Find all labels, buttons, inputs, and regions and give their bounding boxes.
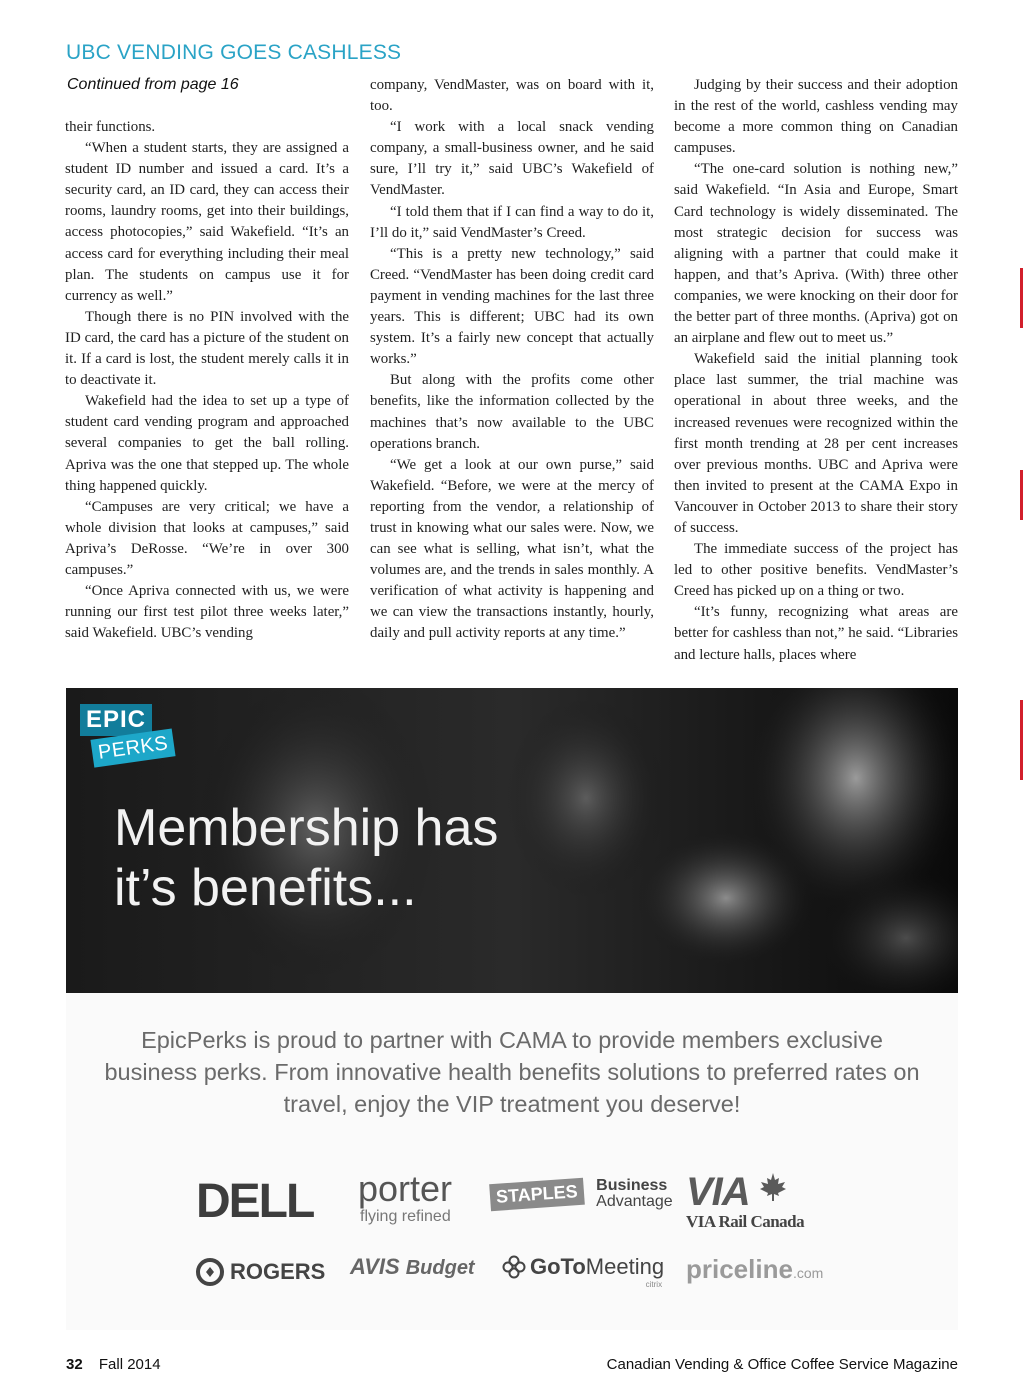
gotomeeting-flower-icon <box>502 1255 526 1279</box>
page-title: UBC VENDING GOES CASHLESS <box>66 41 402 64</box>
headline-line: Membership has <box>114 799 499 857</box>
paragraph: “This is a pretty new technology,” said Creed. “VendMaster has been doing credit card payment in vending machines for the last three years. This is different; UBC had its own system. It’s a fairly new concept that actually works.” <box>370 245 654 368</box>
article-column-1 <box>65 117 349 644</box>
paragraph: “Once Apriva connected with us, we were running our first test pilot three weeks later,” said Wakefield. UBC’s vending <box>65 583 349 642</box>
ad-photo <box>66 688 958 993</box>
ad-body-copy: EpicPerks is proud to partner with CAMA to provide members exclusive business perks. From innovative health benefits solutions to preferred rates on travel, enjoy the VIP treatment you deserve! <box>104 1027 920 1117</box>
article-column-2 <box>370 75 654 645</box>
avis-name: AVIS <box>350 1254 400 1279</box>
dell-logo: DELL <box>196 1175 314 1228</box>
staples-business: Business <box>596 1177 668 1194</box>
rogers-swirl-icon <box>196 1258 224 1286</box>
paragraph: “We get a look at our own purse,” said Wakefield. “Before, we were at the mercy of reporting from the vendor, a relationship of trust in knowing what our sales were. Now, we can see what is selling, what isn’t, what the volumes are, and the trends in sales monthly. A verification of what activity is happening and we can view the transactions instantly, hourly, daily and pull activity reports at any time.” <box>370 456 654 642</box>
paragraph: company, VendMaster, was on board with it, too. <box>370 77 654 115</box>
porter-tagline: flying refined <box>360 1208 451 1225</box>
footer-left <box>66 1356 161 1373</box>
paragraph: But along with the profits come other benefits, like the information collected by the machines that’s now available to the UBC operations branch. <box>370 372 654 452</box>
paragraph: “The one-card solution is nothing new,” said Wakefield. “In Asia and Europe, Smart Card technology is widely disseminated. The most strategic decision for success was aligning with a partner that could make it happen, and that’s Apriva. (With) three other companies, we were knocking on their door for the better part of three months. (Apriva) got on an airplane and flew out to meet us.” <box>674 161 958 347</box>
paragraph: Wakefield had the idea to set up a type of student card vending program and approached several companies to get the ball rolling. Apriva was the one that stepped up. The whole thing happened quickly. <box>65 393 349 494</box>
paragraph: The immediate success of the project has led to other positive benefits. VendMaster’s Creed has picked up on a thing or two. <box>674 541 958 600</box>
via-rail-logo <box>686 1172 804 1232</box>
priceline-name: priceline <box>686 1254 793 1284</box>
ad-headline <box>114 798 498 918</box>
meeting-text: Meeting <box>585 1254 665 1279</box>
paragraph: “I work with a local snack vending company, a small-business owner, and he said sure, I’ll try it,” said UBC’s Wakefield of VendMaster. <box>370 119 654 199</box>
paragraph: Wakefield said the initial planning took place last summer, the trial machine was operational in about three weeks, and the increased revenues were recognized within the first month trending at 28 per cent increases over previous months. UBC and Apriva were then invited to present at the CAMA Expo in Vancouver in October 2013 to share their story of success. <box>674 351 958 536</box>
article-column-3 <box>674 75 958 666</box>
logo-epic: EPIC <box>80 704 152 736</box>
via-mark-text: VIA <box>686 1170 749 1214</box>
priceline-logo <box>686 1254 823 1285</box>
citrix-text: citrix <box>645 1280 663 1289</box>
paragraph: “Campuses are very critical; we have a whole division that looks at campuses,” said Apriva’s DeRosse. “We’re in over 300 campuses.” <box>65 498 349 578</box>
staples-name: STAPLES <box>489 1177 584 1210</box>
maple-leaf-icon <box>758 1172 788 1202</box>
via-text: VIA Rail Canada <box>686 1212 805 1231</box>
gotomeeting-logo <box>502 1254 665 1289</box>
continued-note: Continued from page 16 <box>67 76 239 93</box>
porter-logo <box>358 1170 452 1226</box>
budget-name: Budget <box>405 1257 475 1279</box>
goto-text: GoTo <box>530 1254 586 1279</box>
paragraph: Judging by their success and their adoption in the rest of the world, cashless vending may become a more common thing on Canadian campuses. <box>674 77 958 157</box>
paragraph: “It’s funny, recognizing what areas are better for cashless than not,” he said. “Libraries and lecture halls, places where <box>674 604 958 663</box>
staples-business-advantage <box>596 1178 673 1210</box>
paragraph: “I told them that if I can find a way to do it, I’ll do it,” said VendMaster’s Creed. <box>370 203 654 241</box>
logo-perks: PERKS <box>90 728 175 767</box>
priceline-com: .com <box>792 1265 824 1281</box>
via-mark <box>686 1172 804 1212</box>
staples-logo <box>490 1178 673 1210</box>
paragraph: Though there is no PIN involved with the ID card, the card has a picture of the student on it. If a card is lost, the student merely calls it in to deactivate it. <box>65 308 349 389</box>
epicperks-advertisement <box>66 688 958 1330</box>
rogers-name: ROGERS <box>230 1259 326 1284</box>
paragraph: “When a student starts, they are assigned a student ID number and issued a card. It’s a security card, an ID card, they can access their rooms, laundry rooms, get into their buildings, access photocopies,” said Wakefield. “It’s an access card for everything including their meal plan. The students on campus use it for currency as well.” <box>65 140 349 304</box>
avis-budget-logo <box>350 1254 475 1280</box>
rogers-logo <box>196 1258 325 1286</box>
headline-line: it’s benefits... <box>114 859 417 917</box>
staples-advantage: Advantage <box>596 1193 673 1210</box>
issue-date: Fall 2014 <box>98 1356 161 1373</box>
page-number: 32 <box>66 1356 83 1373</box>
epicperks-logo <box>80 704 180 764</box>
porter-name: porter <box>358 1168 453 1209</box>
publication-name: Canadian Vending & Office Coffee Service Magazine <box>606 1356 958 1373</box>
paragraph: their functions. <box>65 119 156 135</box>
